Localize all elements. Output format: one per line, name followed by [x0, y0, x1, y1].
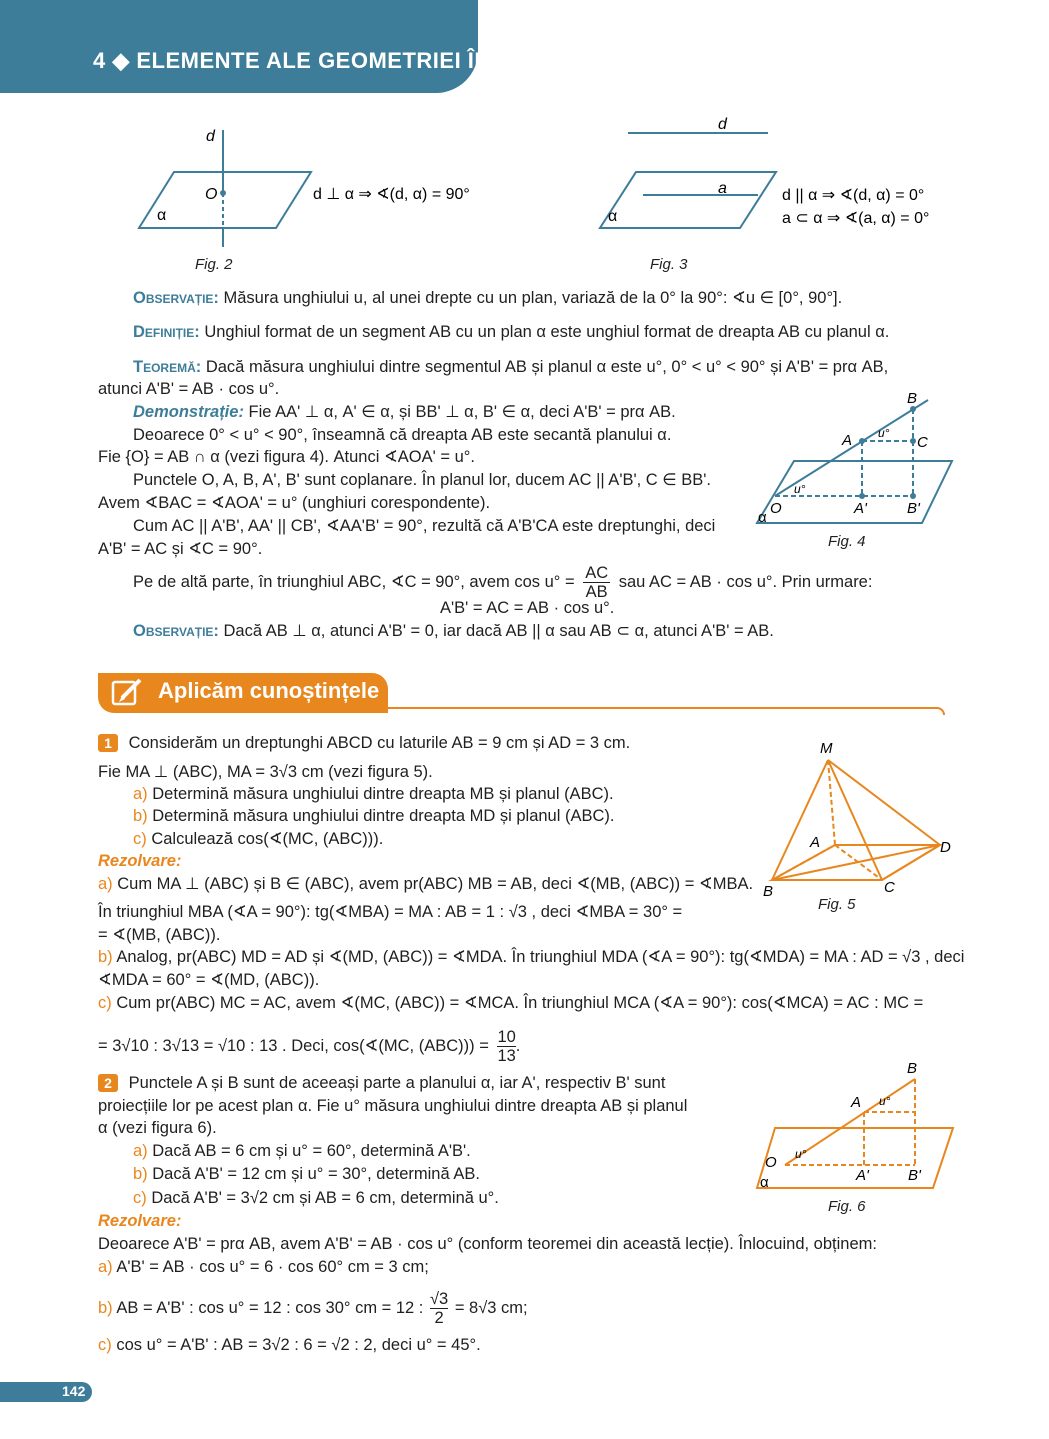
- item-text: Determină măsura unghiului dintre dreapta MB și planul (ABC).: [152, 785, 614, 803]
- item-label: a): [133, 1142, 148, 1160]
- figure-2: [130, 115, 490, 275]
- item-text: = 3√10 : 3√13 = √10 : 13 . Deci, cos(∢(MC, (ABC))) =: [98, 1036, 489, 1055]
- fig4-label-A: A: [842, 432, 853, 449]
- item-label: b): [98, 1298, 113, 1317]
- ex1-item-a: [133, 784, 614, 804]
- demo-line-1: [133, 402, 676, 422]
- fig5-label-M: M: [820, 740, 833, 757]
- demo-line-8-start: Pe de altă parte, în triunghiul ABC, ∢C = 90°, avem cos u° =: [133, 572, 575, 591]
- section-divider: [388, 707, 945, 715]
- fig2-line-label: d: [206, 128, 215, 145]
- fraction: [430, 1290, 448, 1327]
- item-text: cos u° = A'B' : AB = 3√2 : 6 = √2 : 2, deci u° = 45°.: [116, 1336, 481, 1354]
- ex2-number-badge: 2: [98, 1074, 118, 1092]
- fig6-label-A: A: [851, 1094, 862, 1111]
- fig3-formula-2: a ⊂ α ⇒ ∢(a, α) = 0°: [782, 210, 930, 227]
- ex2-solution-intro: Deoarece A'B' = prα AB, avem A'B' = AB · cos u° (conform teoremei din această lecție). Înlocuind, obținem:: [98, 1235, 877, 1253]
- demo-fraction: [583, 564, 610, 601]
- fig2-formula: d ⊥ α ⇒ ∢(d, α) = 90°: [313, 186, 470, 203]
- fig3-line-d-label: d: [718, 116, 727, 133]
- ex2-item-c: [133, 1188, 499, 1208]
- item-text: Analog, pr(ABC) MD = AD și ∢(MD, (ABC)) = ∢MDA. În triunghiul MDA (∢A = 90°): tg(∢MDA) = MA : AD = √3 , deci: [116, 948, 965, 966]
- fig4-caption: Fig. 4: [828, 533, 866, 550]
- fig6-label-B: B: [907, 1060, 918, 1077]
- demo-line-8: [133, 564, 872, 601]
- ex1-solution-a-line-2: În triunghiul MBA (∢A = 90°): tg(∢MBA) = MA : AB = 1 : √3 , deci ∢MBA = 30° =: [98, 903, 683, 921]
- fig6-plane-label: α: [760, 1174, 769, 1191]
- ex2-item-b: [133, 1164, 480, 1184]
- item-text: AB = A'B' : cos u° = 12 : cos 30° cm = 12 :: [116, 1298, 424, 1317]
- item-text: Determină măsura unghiului dintre dreapta MD și planul (ABC).: [152, 807, 615, 825]
- ex1-solution-c: [98, 993, 923, 1013]
- fig5-label-A: A: [810, 834, 821, 851]
- item-label: b): [133, 1165, 148, 1183]
- fig4-angle-label: u°: [878, 426, 890, 440]
- ex1-solution-b-line-2: ∢MDA = 60° = ∢(MD, (ABC)).: [98, 971, 320, 989]
- fig3-plane-label: α: [608, 208, 618, 225]
- fig3-formula-1: d || α ⇒ ∢(d, α) = 0°: [782, 187, 925, 204]
- fig6-angle-label-2: u°: [795, 1147, 807, 1161]
- ex1-number-badge: 1: [98, 734, 118, 752]
- ex1-line-1: [98, 733, 630, 753]
- fig5-label-D: D: [940, 839, 951, 856]
- definition-text: Unghiul format de un segment AB cu un plan α este unghiul format de dreapta AB cu planul α.: [204, 323, 890, 341]
- fig4-label-B: B: [907, 390, 918, 407]
- ex2-item-a: [133, 1141, 471, 1161]
- fig2-point-label: O: [205, 186, 218, 203]
- demo-line-4: Punctele O, A, B, A', B' sunt coplanare. În planul lor, ducem AC || A'B', C ∈ BB'.: [133, 471, 711, 489]
- definition-label: Definiție:: [133, 323, 200, 341]
- figure-5: [760, 735, 960, 915]
- observation-text: Măsura unghiului u, al unei drepte cu un plan, variază de la 0° la 90°: ∢u ∈ [0°, 90°].: [223, 289, 843, 307]
- figure-6: [755, 1057, 955, 1197]
- ex1-item-c: [133, 829, 383, 849]
- fig4-label-B1: B': [907, 500, 920, 517]
- theorem-text: Dacă măsura unghiului dintre segmentul AB și planul α este u°, 0° < u° < 90° și A'B' = prα AB,: [205, 358, 889, 376]
- fraction-denominator: 2: [434, 1309, 444, 1327]
- observation-2: [133, 621, 774, 641]
- demo-text: Fie AA' ⊥ α, A' ∈ α, și BB' ⊥ α, B' ∈ α, deci A'B' = prα AB.: [248, 403, 676, 421]
- fig3-line-a-label: a: [718, 180, 727, 197]
- fig4-label-A1: A': [854, 500, 867, 517]
- item-text: Dacă AB = 6 cm și u° = 60°, determină A'B'.: [152, 1142, 471, 1160]
- ex2-line-3: α (vezi figura 6).: [98, 1119, 217, 1137]
- ex1-solution-b: [98, 947, 964, 967]
- fig6-caption: Fig. 6: [828, 1198, 866, 1215]
- item-label: a): [98, 875, 113, 893]
- fig5-label-C: C: [884, 879, 895, 896]
- demo-line-2: Deoarece 0° < u° < 90°, înseamnă că dreapta AB este secantă planului α.: [133, 426, 672, 444]
- ex2-line-1: [98, 1073, 665, 1093]
- ex2-solution-a: [98, 1257, 429, 1277]
- demo-line-7: A'B' = AC și ∢C = 90°.: [98, 540, 263, 558]
- item-label: c): [98, 994, 112, 1012]
- page-number: 142: [62, 1383, 86, 1399]
- ex1-line-2: Fie MA ⊥ (ABC), MA = 3√3 cm (vezi figura 5).: [98, 763, 433, 781]
- fig6-angle-label: u°: [879, 1094, 891, 1108]
- section-title: Aplicăm cunoștințele: [158, 678, 380, 703]
- item-text-end: = 8√3 cm;: [454, 1298, 528, 1317]
- fig3-caption: Fig. 3: [650, 256, 688, 273]
- item-text: Dacă A'B' = 3√2 cm și AB = 6 cm, determină u°.: [151, 1189, 499, 1207]
- fraction-denominator: AB: [585, 583, 608, 601]
- item-label: a): [133, 785, 148, 803]
- ex2-solution-label: Rezolvare:: [98, 1212, 182, 1230]
- demo-line-8-end: sau AC = AB · cos u°. Prin urmare:: [618, 572, 873, 591]
- ex2-line-2: proiecțiile lor pe acest plan α. Fie u° măsura unghiului dintre dreapta AB și planul: [98, 1097, 688, 1115]
- fig4-angle-label-2: u°: [794, 482, 806, 496]
- item-label: c): [98, 1336, 112, 1354]
- item-text: Cum pr(ABC) MC = AC, avem ∢(MC, (ABC)) = ∢MCA. În triunghiul MCA (∢A = 90°): cos(∢MCA) = AC : MC =: [116, 994, 924, 1012]
- pencil-note-icon: [110, 677, 146, 709]
- theorem-line-1: [133, 357, 888, 377]
- observation-label: Observație:: [133, 289, 219, 307]
- ex1-item-b: [133, 806, 614, 826]
- item-label: b): [98, 948, 113, 966]
- item-text: A'B' = AB · cos u° = 6 · cos 60° cm = 3 cm;: [116, 1258, 429, 1276]
- figure-3: [590, 115, 1030, 245]
- observation-text: Dacă AB ⊥ α, atunci A'B' = 0, iar dacă AB || α sau AB ⊂ α, atunci A'B' = AB.: [223, 622, 774, 640]
- ex1-solution-a-line-3: = ∢(MB, (ABC)).: [98, 926, 221, 944]
- fig2-caption: Fig. 2: [195, 256, 233, 273]
- fraction-numerator: 10: [497, 1028, 516, 1046]
- item-label: c): [133, 1189, 147, 1207]
- fraction-denominator: 13: [497, 1047, 516, 1065]
- demo-line-5: Avem ∢BAC = ∢AOA' = u° (unghiuri corespondente).: [98, 494, 491, 512]
- ex1-solution-label: Rezolvare:: [98, 852, 182, 870]
- fraction-numerator: AC: [585, 564, 609, 582]
- ex2-solution-b: [98, 1290, 528, 1327]
- item-text: Calculează cos(∢(MC, (ABC))).: [151, 830, 384, 848]
- chapter-header: [0, 0, 478, 93]
- definition: [133, 322, 889, 342]
- item-label: a): [98, 1258, 113, 1276]
- theorem-line-2: atunci A'B' = AB · cos u°.: [98, 380, 280, 398]
- demo-line-6: Cum AC || A'B', AA' || CB', ∢AA'B' = 90°, rezultă că A'B'CA este dreptunghi, deci: [133, 517, 716, 535]
- demo-label: Demonstrație:: [133, 403, 244, 421]
- fig2-plane-label: α: [157, 207, 167, 224]
- fig6-label-A1: A': [856, 1167, 869, 1184]
- observation-label: Observație:: [133, 622, 219, 640]
- ex1-solution-a: [98, 874, 753, 894]
- fig6-label-B1: B': [908, 1167, 921, 1184]
- fig4-plane-label: α: [758, 509, 767, 526]
- ex1-solution-c-line-2: = 3√10 : 3√13 = √10 : 13 . Deci, cos(∢(MC, (ABC))) = $\frac{10}{13}$ .: [98, 1028, 521, 1065]
- observation-1: [133, 288, 842, 308]
- sqrt-fraction: [497, 1028, 515, 1065]
- fig6-label-O: O: [765, 1154, 777, 1171]
- theorem-label: Teoremă:: [133, 358, 202, 376]
- demo-line-3: Fie {O} = AB ∩ α (vezi figura 4). Atunci ∢AOA' = u°.: [98, 448, 475, 466]
- item-text: Cum MA ⊥ (ABC) și B ∈ (ABC), avem pr(ABC) MB = AB, deci ∢(MB, (ABC)) = ∢MBA.: [117, 875, 754, 893]
- item-text: Dacă A'B' = 12 cm și u° = 30°, determină AB.: [152, 1165, 480, 1183]
- fig5-caption: Fig. 5: [818, 896, 856, 913]
- ex2-solution-c: [98, 1335, 481, 1355]
- fraction-numerator: √3: [429, 1290, 449, 1308]
- item-label: b): [133, 807, 148, 825]
- fig4-label-O: O: [770, 500, 782, 517]
- demo-result: A'B' = AC = AB · cos u°.: [440, 599, 615, 617]
- item-label: c): [133, 830, 147, 848]
- ex1-statement: Considerăm un dreptunghi ABCD cu laturile AB = 9 cm și AD = 3 cm.: [128, 734, 631, 752]
- page-number-tab: [0, 1382, 92, 1402]
- fig4-label-C: C: [917, 434, 928, 451]
- chapter-title: 4 ◆ ELEMENTE ALE GEOMETRIEI ÎN SPAȚIU: [93, 48, 580, 73]
- fig5-label-B: B: [763, 883, 774, 900]
- ex2-statement: Punctele A și B sunt de aceeași parte a planului α, iar A', respectiv B' sunt: [128, 1074, 666, 1092]
